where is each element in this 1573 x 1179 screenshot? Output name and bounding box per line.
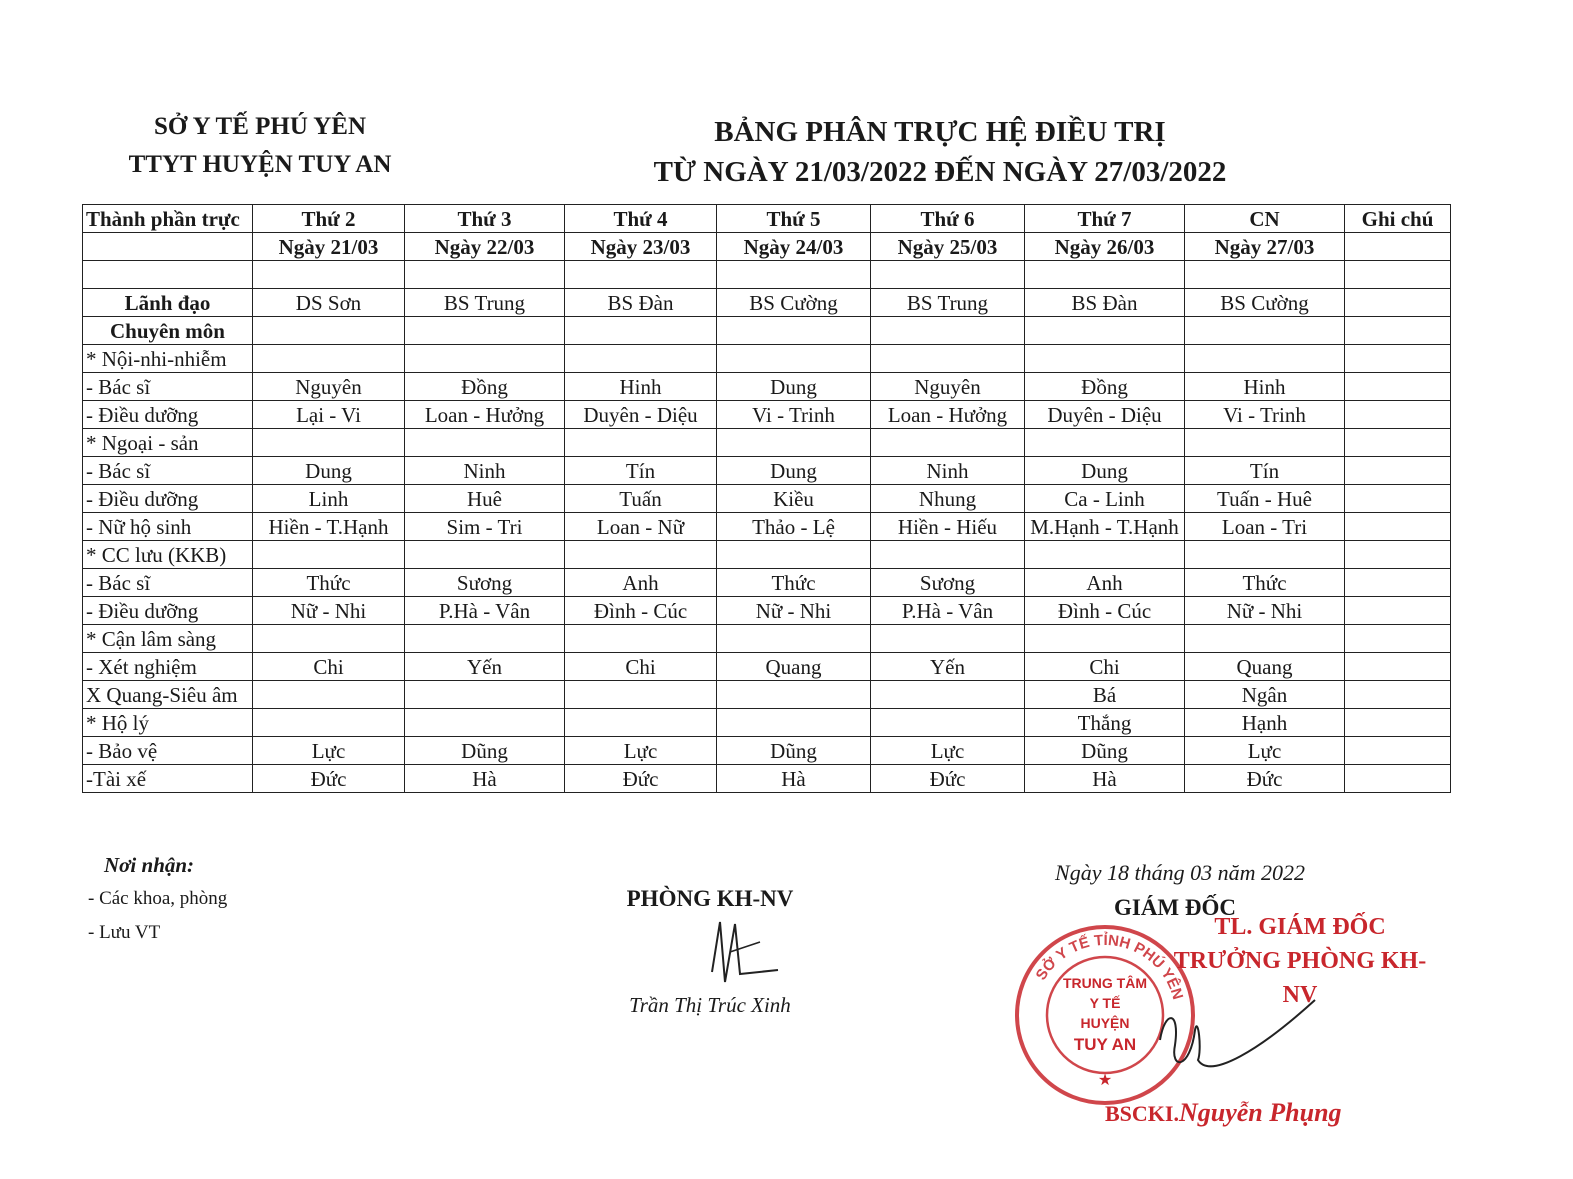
duty-cell — [871, 709, 1025, 737]
duty-cell: Thảo - Lệ — [717, 513, 871, 541]
day-header: CN — [1185, 205, 1345, 233]
day-header: Thứ 2 — [253, 205, 405, 233]
duty-cell — [1025, 345, 1185, 373]
duty-cell — [1185, 317, 1345, 345]
duty-cell: Tuấn — [565, 485, 717, 513]
authorized-line-1: TL. GIÁM ĐỐC — [1214, 914, 1386, 940]
roster-row — [83, 597, 1451, 625]
duty-cell — [871, 345, 1025, 373]
empty-cell — [717, 261, 871, 289]
date-header: Ngày 26/03 — [1025, 233, 1185, 261]
duty-cell: M.Hạnh - T.Hạnh — [1025, 513, 1185, 541]
note-cell — [1345, 485, 1451, 513]
row-label: - Điều dưỡng — [83, 597, 253, 625]
duty-cell: Đức — [1185, 765, 1345, 793]
duty-cell: Ca - Linh — [1025, 485, 1185, 513]
duty-cell: Kiều — [717, 485, 871, 513]
date-header: Ngày 27/03 — [1185, 233, 1345, 261]
roster-row — [83, 709, 1451, 737]
duty-cell — [871, 429, 1025, 457]
row-label: -Tài xế — [83, 765, 253, 793]
roster-body — [83, 205, 1451, 793]
duty-cell: Lực — [1185, 737, 1345, 765]
row-label: - Bác sĩ — [83, 569, 253, 597]
note-cell — [1345, 513, 1451, 541]
empty-cell — [871, 261, 1025, 289]
duty-cell: Dung — [1025, 457, 1185, 485]
duty-cell: Chi — [565, 653, 717, 681]
day-header: Thứ 3 — [405, 205, 565, 233]
note-cell — [1345, 653, 1451, 681]
duty-cell: Ngân — [1185, 681, 1345, 709]
duty-cell: Nguyên — [253, 373, 405, 401]
duty-cell — [1025, 317, 1185, 345]
row-label: * Nội-nhi-nhiễm — [83, 345, 253, 373]
document-title — [590, 112, 1290, 192]
duty-cell: BS Trung — [871, 289, 1025, 317]
duty-cell — [1185, 345, 1345, 373]
duty-cell: Tín — [565, 457, 717, 485]
roster-row — [83, 485, 1451, 513]
duty-cell: Đức — [253, 765, 405, 793]
duty-cell: Nữ - Nhi — [253, 597, 405, 625]
duty-cell: Dung — [253, 457, 405, 485]
row-label: * Hộ lý — [83, 709, 253, 737]
duty-cell: Loan - Hưởng — [405, 401, 565, 429]
empty-cell — [1185, 261, 1345, 289]
duty-cell: Thức — [1185, 569, 1345, 597]
sign-date: Ngày 18 tháng 03 năm 2022 — [1055, 860, 1305, 885]
duty-cell: Chi — [253, 653, 405, 681]
duty-cell: Loan - Tri — [1185, 513, 1345, 541]
duty-cell: Nguyên — [871, 373, 1025, 401]
duty-cell — [717, 317, 871, 345]
duty-cell: Hà — [1025, 765, 1185, 793]
duty-cell — [565, 429, 717, 457]
row-label: - Bảo vệ — [83, 737, 253, 765]
director-title: GIÁM ĐỐC — [1113, 895, 1237, 920]
duty-cell — [1185, 429, 1345, 457]
duty-cell: Đức — [565, 765, 717, 793]
roster-row — [83, 569, 1451, 597]
duty-cell: Thức — [717, 569, 871, 597]
empty-cell — [565, 261, 717, 289]
duty-cell — [717, 709, 871, 737]
duty-cell — [565, 541, 717, 569]
date-header: Ngày 22/03 — [405, 233, 565, 261]
duty-cell: Thức — [253, 569, 405, 597]
duty-cell — [253, 541, 405, 569]
duty-cell: BS Cường — [1185, 289, 1345, 317]
duty-roster-table — [82, 204, 1451, 793]
date-header: Ngày 21/03 — [253, 233, 405, 261]
duty-cell: DS Sơn — [253, 289, 405, 317]
director-signature — [1140, 990, 1320, 1090]
roster-row — [83, 345, 1451, 373]
title-line-1: BẢNG PHÂN TRỰC HỆ ĐIỀU TRỊ — [714, 116, 1166, 148]
duty-cell — [871, 317, 1025, 345]
duty-cell: Lực — [871, 737, 1025, 765]
duty-cell: Lực — [565, 737, 717, 765]
duty-cell: Tuấn - Huê — [1185, 485, 1345, 513]
duty-cell — [405, 625, 565, 653]
row-label: - Xét nghiệm — [83, 653, 253, 681]
duty-cell: Đình - Cúc — [565, 597, 717, 625]
signer-prefix: BSCKI. — [1105, 1101, 1179, 1126]
note-cell — [1345, 345, 1451, 373]
duty-cell: Hà — [405, 765, 565, 793]
duty-cell — [1025, 429, 1185, 457]
header-row-days — [83, 205, 1451, 233]
date-header: Ngày 23/03 — [565, 233, 717, 261]
duty-cell — [871, 541, 1025, 569]
duty-cell — [405, 709, 565, 737]
department-signature — [690, 912, 780, 992]
corner-label: Thành phần trực — [83, 205, 253, 233]
roster-row — [83, 625, 1451, 653]
seal-star-icon: ★ — [1097, 1072, 1113, 1089]
duty-cell: Đồng — [1025, 373, 1185, 401]
duty-cell — [871, 625, 1025, 653]
duty-cell: Nữ - Nhi — [1185, 597, 1345, 625]
duty-cell: Huê — [405, 485, 565, 513]
duty-cell: Nữ - Nhi — [717, 597, 871, 625]
empty-cell — [83, 261, 253, 289]
recipients-title: Nơi nhận: — [104, 853, 195, 877]
duty-cell — [1185, 541, 1345, 569]
director-signer — [1105, 1098, 1365, 1128]
empty-cell — [1025, 261, 1185, 289]
duty-cell: Dung — [717, 373, 871, 401]
duty-cell — [717, 541, 871, 569]
duty-cell: Hinh — [1185, 373, 1345, 401]
row-label: * Cận lâm sàng — [83, 625, 253, 653]
row-label: * CC lưu (KKB) — [83, 541, 253, 569]
note-cell — [1345, 765, 1451, 793]
seal-line-4: TUY AN — [1073, 1035, 1137, 1054]
row-label: * Ngoại - sản — [83, 429, 253, 457]
row-label: X Quang-Siêu âm — [83, 681, 253, 709]
roster-row — [83, 541, 1451, 569]
duty-cell: Thắng — [1025, 709, 1185, 737]
note-header: Ghi chú — [1345, 205, 1451, 233]
duty-cell — [253, 709, 405, 737]
duty-cell: Sim - Tri — [405, 513, 565, 541]
duty-cell: Vi - Trinh — [717, 401, 871, 429]
day-header: Thứ 6 — [871, 205, 1025, 233]
duty-cell: Tín — [1185, 457, 1345, 485]
duty-cell — [405, 345, 565, 373]
department-signer: Trần Thị Trúc Xinh — [629, 993, 791, 1017]
duty-cell: Hạnh — [1185, 709, 1345, 737]
duty-cell — [253, 681, 405, 709]
duty-cell — [565, 317, 717, 345]
day-header: Thứ 4 — [565, 205, 717, 233]
authorized-line-2: TRƯỞNG PHÒNG KH-NV — [1173, 948, 1427, 1008]
duty-cell — [1025, 541, 1185, 569]
roster-row — [83, 289, 1451, 317]
note-cell — [1345, 625, 1451, 653]
roster-row — [83, 429, 1451, 457]
duty-cell: Chi — [1025, 653, 1185, 681]
duty-cell — [1025, 625, 1185, 653]
row-label: Chuyên môn — [83, 317, 253, 345]
roster-row — [83, 653, 1451, 681]
duty-cell — [717, 625, 871, 653]
duty-cell: Sương — [871, 569, 1025, 597]
empty-cell — [1345, 261, 1451, 289]
duty-cell: Hinh — [565, 373, 717, 401]
duty-cell — [253, 625, 405, 653]
spacer-row — [83, 261, 1451, 289]
duty-cell: Lực — [253, 737, 405, 765]
duty-cell: Loan - Nữ — [565, 513, 717, 541]
duty-cell: Ninh — [871, 457, 1025, 485]
note-cell — [1345, 569, 1451, 597]
duty-cell: BS Trung — [405, 289, 565, 317]
duty-cell: Đồng — [405, 373, 565, 401]
duty-cell: Hiền - Hiếu — [871, 513, 1025, 541]
roster-row — [83, 317, 1451, 345]
note-cell — [1345, 317, 1451, 345]
duty-cell: BS Cường — [717, 289, 871, 317]
empty-cell — [405, 261, 565, 289]
roster-row — [83, 373, 1451, 401]
duty-cell: Hà — [717, 765, 871, 793]
duty-cell — [717, 429, 871, 457]
organization-block — [100, 108, 420, 184]
duty-cell — [717, 345, 871, 373]
duty-cell — [405, 681, 565, 709]
duty-cell: Sương — [405, 569, 565, 597]
duty-cell: Dũng — [717, 737, 871, 765]
recipients-block — [88, 848, 227, 950]
duty-cell: P.Hà - Vân — [871, 597, 1025, 625]
seal-line-3: HUYỆN — [1080, 1015, 1130, 1031]
roster-row — [83, 681, 1451, 709]
duty-cell: Đức — [871, 765, 1025, 793]
roster-row — [83, 737, 1451, 765]
duty-cell — [405, 429, 565, 457]
duty-cell: Nhung — [871, 485, 1025, 513]
duty-cell — [1185, 625, 1345, 653]
duty-cell: Quang — [1185, 653, 1345, 681]
seal-outer-text: SỞ Y TẾ TỈNH PHÚ YÊN — [1032, 931, 1187, 1002]
duty-cell — [717, 681, 871, 709]
roster-row — [83, 457, 1451, 485]
recipient-item: - Các khoa, phòng — [88, 888, 228, 909]
duty-cell — [565, 625, 717, 653]
duty-cell — [565, 709, 717, 737]
duty-cell: Dung — [717, 457, 871, 485]
duty-cell: Quang — [717, 653, 871, 681]
duty-cell: Vi - Trinh — [1185, 401, 1345, 429]
duty-cell: Yến — [871, 653, 1025, 681]
duty-cell — [405, 541, 565, 569]
duty-cell: Đình - Cúc — [1025, 597, 1185, 625]
note-cell — [1345, 401, 1451, 429]
row-label: Lãnh đạo — [83, 289, 253, 317]
note-cell — [1345, 597, 1451, 625]
duty-cell — [565, 681, 717, 709]
date-header: Ngày 25/03 — [871, 233, 1025, 261]
duty-cell: Linh — [253, 485, 405, 513]
duty-cell: BS Đàn — [1025, 289, 1185, 317]
title-line-2: TỪ NGÀY 21/03/2022 ĐẾN NGÀY 27/03/2022 — [653, 156, 1227, 188]
duty-cell: Loan - Hưởng — [871, 401, 1025, 429]
note-cell — [1345, 373, 1451, 401]
roster-row — [83, 401, 1451, 429]
note-cell — [1345, 457, 1451, 485]
seal-line-1: TRUNG TÂM — [1063, 975, 1147, 991]
org-line-1: SỞ Y TẾ PHÚ YÊN — [153, 113, 367, 140]
duty-cell: Duyên - Diệu — [1025, 401, 1185, 429]
duty-cell — [405, 317, 565, 345]
duty-cell — [253, 317, 405, 345]
duty-cell: Yến — [405, 653, 565, 681]
note-cell — [1345, 709, 1451, 737]
duty-cell: Dũng — [1025, 737, 1185, 765]
duty-cell: Dũng — [405, 737, 565, 765]
note-cell — [1345, 289, 1451, 317]
duty-cell: Duyên - Diệu — [565, 401, 717, 429]
org-line-2: TTYT HUYỆN TUY AN — [128, 151, 392, 178]
duty-cell: Hiền - T.Hạnh — [253, 513, 405, 541]
duty-cell — [253, 429, 405, 457]
roster-row — [83, 765, 1451, 793]
duty-cell: Anh — [1025, 569, 1185, 597]
duty-cell — [253, 345, 405, 373]
duty-cell: Anh — [565, 569, 717, 597]
duty-cell: Bá — [1025, 681, 1185, 709]
duty-cell: BS Đàn — [565, 289, 717, 317]
duty-cell — [565, 345, 717, 373]
day-header: Thứ 7 — [1025, 205, 1185, 233]
duty-cell — [871, 681, 1025, 709]
note-cell — [1345, 541, 1451, 569]
day-header: Thứ 5 — [717, 205, 871, 233]
recipient-item: - Lưu VT — [88, 922, 161, 943]
row-label: - Nữ hộ sinh — [83, 513, 253, 541]
duty-cell: Ninh — [405, 457, 565, 485]
row-label: - Điều dưỡng — [83, 485, 253, 513]
duty-cell: Lại - Vi — [253, 401, 405, 429]
empty-cell — [253, 261, 405, 289]
note-cell — [1345, 681, 1451, 709]
note-cell — [1345, 233, 1451, 261]
corner-blank — [83, 233, 253, 261]
duty-cell: P.Hà - Vân — [405, 597, 565, 625]
row-label: - Bác sĩ — [83, 373, 253, 401]
date-header: Ngày 24/03 — [717, 233, 871, 261]
row-label: - Bác sĩ — [83, 457, 253, 485]
note-cell — [1345, 429, 1451, 457]
department-title: PHÒNG KH-NV — [626, 886, 794, 911]
header-row-dates — [83, 233, 1451, 261]
note-cell — [1345, 737, 1451, 765]
roster-row — [83, 513, 1451, 541]
row-label: - Điều dưỡng — [83, 401, 253, 429]
seal-line-2: Y TẾ — [1089, 995, 1121, 1011]
signer-name: Nguyễn Phụng — [1178, 1098, 1342, 1127]
